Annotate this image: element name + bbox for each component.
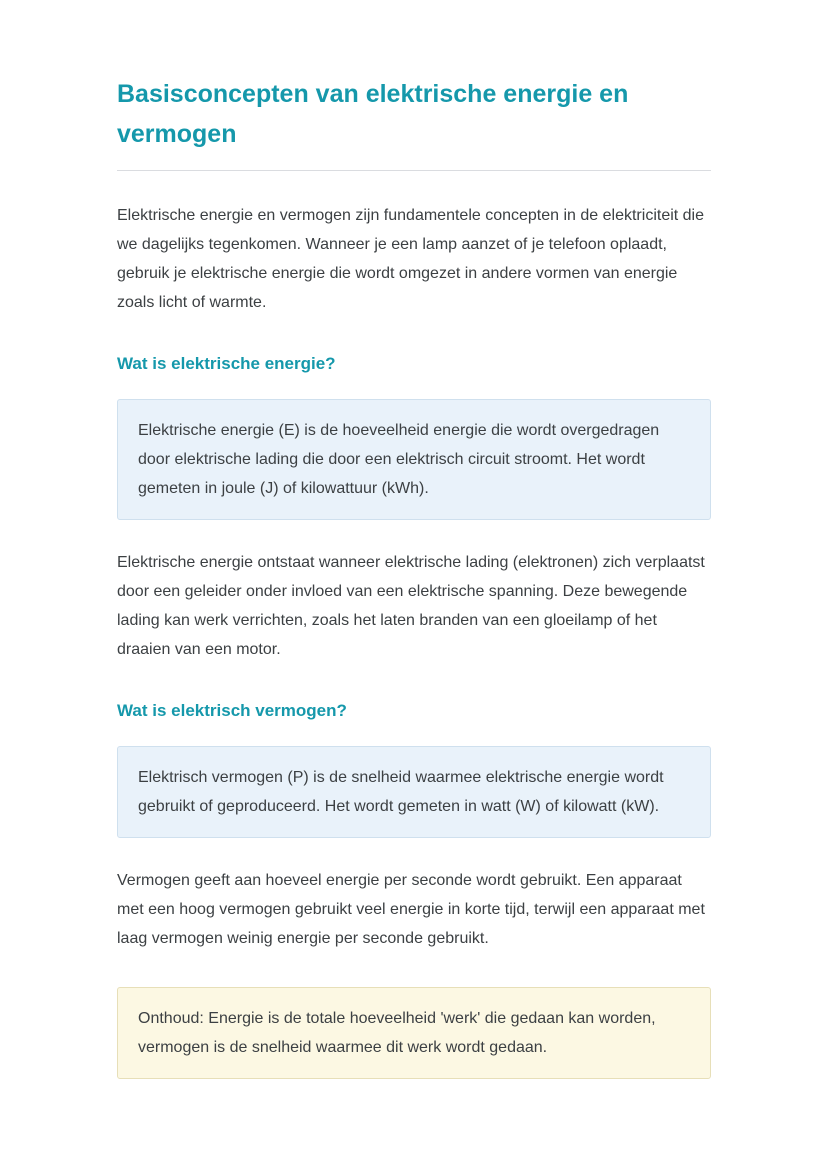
note-text: Onthoud: Energie is de totale hoeveelheid 'werk' die gedaan kan worden, vermogen is de snelheid waarmee dit werk wordt gedaan. xyxy=(138,1010,656,1056)
title-divider xyxy=(117,170,711,171)
definition-box-vermogen xyxy=(117,746,711,838)
section-paragraph-vermogen: Vermogen geeft aan hoeveel energie per seconde wordt gebruikt. Een apparaat met een hoog vermogen gebruikt veel energie in korte tijd, terwijl een apparaat met laag vermogen weinig energie per seconde gebruikt. xyxy=(117,872,705,947)
note-box xyxy=(117,987,711,1079)
intro-paragraph: Elektrische energie en vermogen zijn fundamentele concepten in de elektriciteit die we dagelijks tegenkomen. Wanneer je een lamp aanzet of je telefoon oplaadt, gebruik je elektrische energie die wordt omgezet in andere vormen van energie zoals licht of warmte. xyxy=(117,207,705,311)
section-heading-elektrische-energie: Wat is elektrische energie? xyxy=(117,354,336,373)
section-heading-elektrisch-vermogen: Wat is elektrisch vermogen? xyxy=(117,701,347,720)
definition-box-energie xyxy=(117,399,711,520)
page-title: Basisconcepten van elektrische energie en vermogen xyxy=(117,80,629,148)
definition-text-energie: Elektrische energie (E) is de hoeveelheid energie die wordt overgedragen door elektrische lading die door een elektrisch circuit stroomt. Het wordt gemeten in joule (J) of kilowattuur (kWh). xyxy=(138,422,660,497)
document-page xyxy=(117,0,711,1159)
definition-text-vermogen: Elektrisch vermogen (P) is de snelheid waarmee elektrische energie wordt gebruikt of geproduceerd. Het wordt gemeten in watt (W) of kilowatt (kW). xyxy=(138,769,664,815)
section-paragraph-energie: Elektrische energie ontstaat wanneer elektrische lading (elektronen) zich verplaatst door een geleider onder invloed van een elektrische spanning. Deze bewegende lading kan werk verrichten, zoals het laten branden van een gloeilamp of het draaien van een motor. xyxy=(117,554,705,658)
